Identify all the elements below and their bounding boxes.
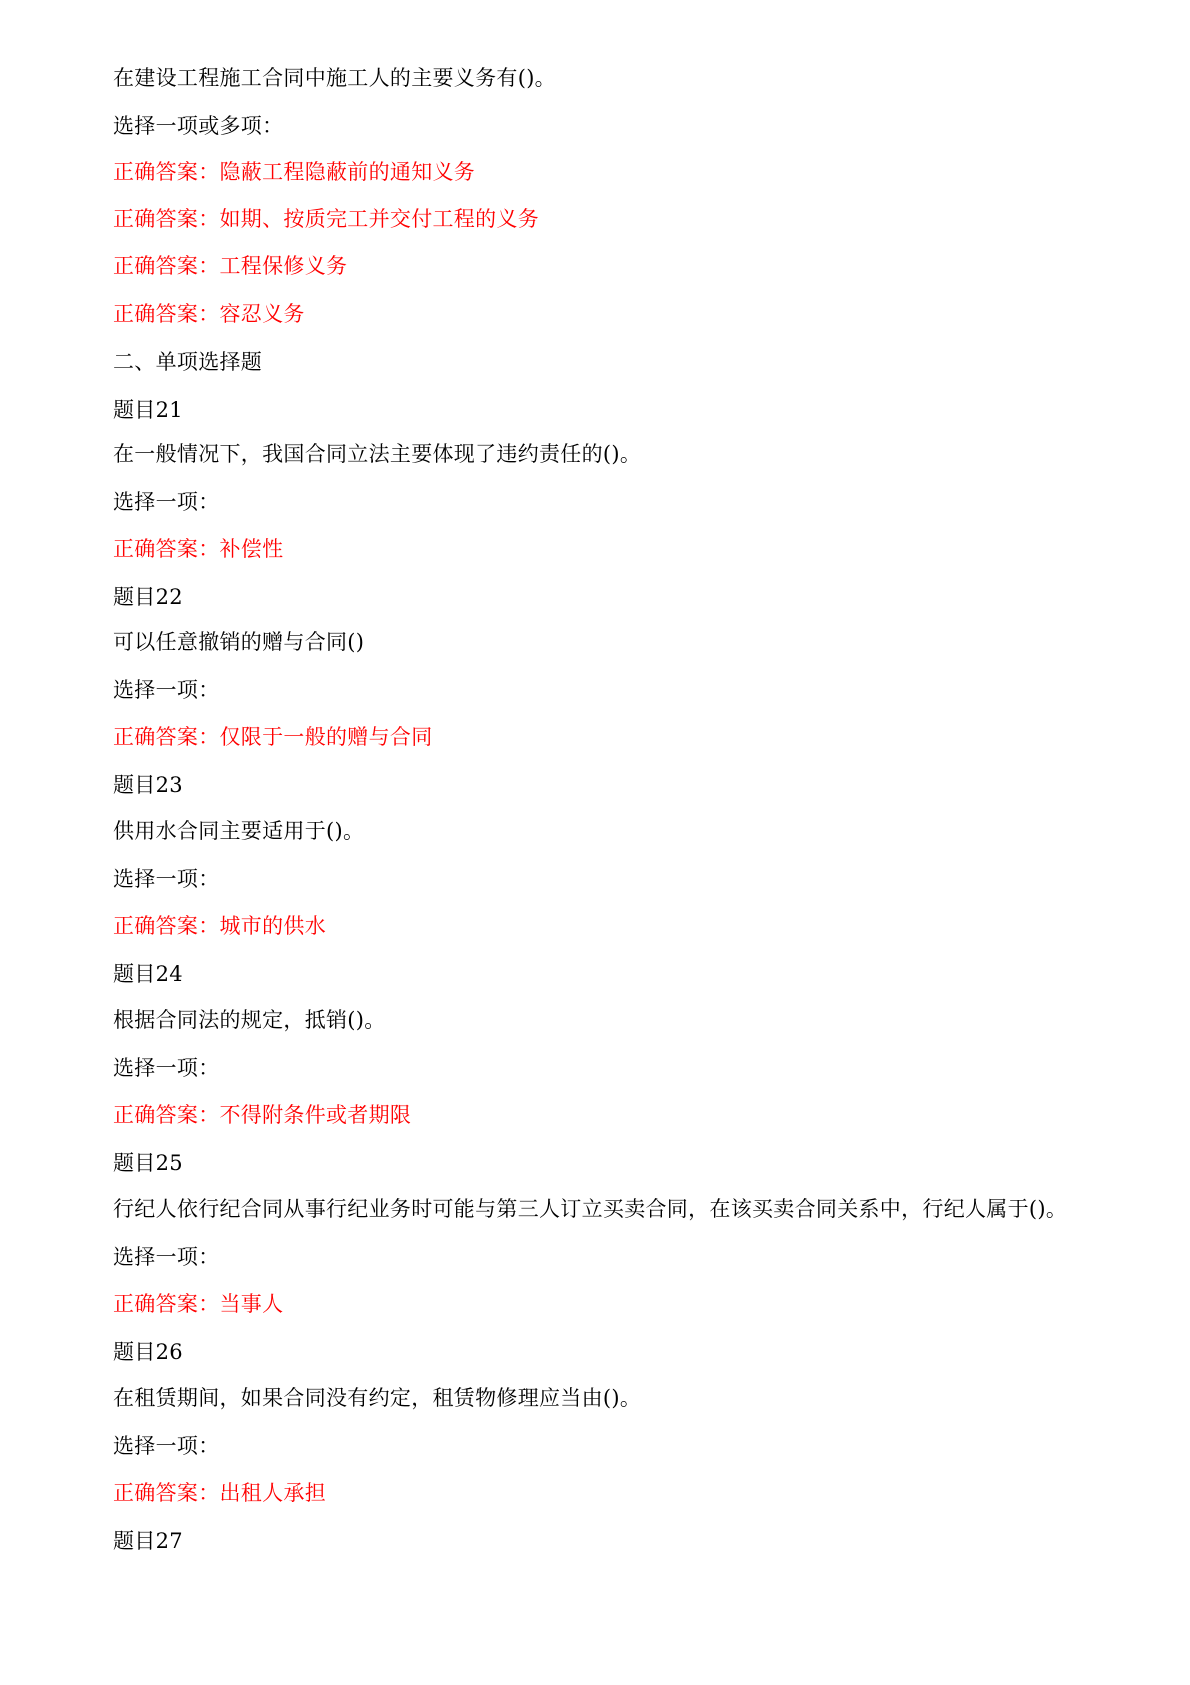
correct-answer: 正确答案：当事人 <box>113 1292 284 1316</box>
question-number: 题目24 <box>113 962 183 986</box>
correct-answer: 正确答案：隐蔽工程隐蔽前的通知义务 <box>113 160 476 184</box>
correct-answer: 正确答案：不得附条件或者期限 <box>113 1103 412 1127</box>
correct-answer: 正确答案：如期、按质完工并交付工程的义务 <box>113 207 539 231</box>
instruction-text: 选择一项： <box>113 1056 220 1080</box>
correct-answer: 正确答案：城市的供水 <box>113 914 326 938</box>
correct-answer: 正确答案：仅限于一般的赠与合同 <box>113 725 433 749</box>
question-number: 题目25 <box>113 1151 183 1175</box>
question-text: 供用水合同主要适用于()。 <box>113 819 365 843</box>
question-text: 行纪人依行纪合同从事行纪业务时可能与第三人订立买卖合同，在该买卖合同关系中，行纪人属于()。 <box>113 1197 1068 1221</box>
question-number: 题目21 <box>113 398 183 422</box>
instruction-text: 选择一项： <box>113 867 220 891</box>
instruction-text: 选择一项： <box>113 1434 220 1458</box>
question-text: 根据合同法的规定，抵销()。 <box>113 1008 386 1032</box>
section-title: 二、单项选择题 <box>113 350 263 374</box>
question-number: 题目27 <box>113 1529 183 1553</box>
question-number: 题目26 <box>113 1340 183 1364</box>
instruction-text: 选择一项： <box>113 490 220 514</box>
instruction-text: 选择一项： <box>113 678 220 702</box>
correct-answer: 正确答案：出租人承担 <box>113 1481 326 1505</box>
question-text: 在一般情况下，我国合同立法主要体现了违约责任的()。 <box>113 442 642 466</box>
correct-answer: 正确答案：补偿性 <box>113 537 284 561</box>
correct-answer: 正确答案：容忍义务 <box>113 302 305 326</box>
instruction-text: 选择一项或多项： <box>113 114 284 138</box>
question-text: 可以任意撤销的赠与合同() <box>113 630 365 654</box>
question-text: 在租赁期间，如果合同没有约定，租赁物修理应当由()。 <box>113 1386 642 1410</box>
correct-answer: 正确答案：工程保修义务 <box>113 254 348 278</box>
question-number: 题目22 <box>113 585 183 609</box>
question-number: 题目23 <box>113 773 183 797</box>
question-text: 在建设工程施工合同中施工人的主要义务有()。 <box>113 66 556 90</box>
instruction-text: 选择一项： <box>113 1245 220 1269</box>
